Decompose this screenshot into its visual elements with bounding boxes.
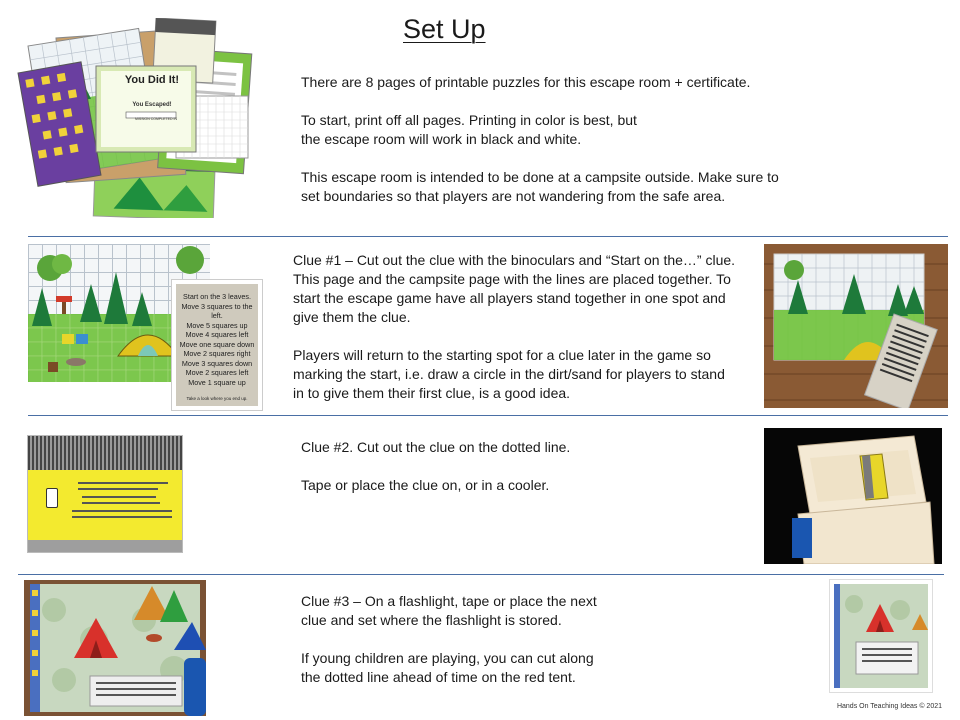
clue3-paragraph-2: If young children are playing, you can cut along the dotted line ahead of time on the red tent. [301,650,594,685]
certificate-title: You Did It! [124,74,180,86]
clue1-paragraph-2: Players will return to the starting spot for a clue later in the game so marking the start, i.e. draw a circle in the dirt/sand for players to stand in to give them their first clue, is a good idea. [293,347,725,401]
intro-paragraph-2: To start, print off all pages. Printing in color is best, but the escape room will work in black and white. [301,112,637,147]
copyright-credit: Hands On Teaching Ideas © 2021 [836,703,942,710]
section-divider [18,574,944,575]
flashlight-icon [46,488,58,508]
clue-card-directions: Start on the 3 leaves. Move 3 squares to the left. Move 5 squares up Move 4 squares left Move one square down Move 2 squares right Move 3 squares down Move 2 squares left Move 1 square up [179,292,255,387]
clue3-paragraph-1: Clue #3 – On a flashlight, tape or place the next clue and set where the flashlight is stored. [301,593,597,628]
section-divider [28,236,948,237]
intro-text [301,73,779,206]
page-title: Set Up [403,14,486,44]
puzzle-pages-collage [16,18,256,218]
cooler-clue-page [28,436,182,552]
section-divider [28,415,948,416]
clue3-text [301,592,597,687]
clue2-paragraph-1: Clue #2. Cut out the clue on the dotted line. [301,439,571,455]
clue1-photo [764,244,948,408]
red-tent-photo [830,580,932,692]
clue-card-footer: Take a look where you end up. [186,396,248,401]
clue2-paragraph-2: Tape or place the clue on, or in a cooler. [301,477,550,493]
clue1-text [293,251,735,403]
clue1-paragraph-1: Clue #1 – Cut out the clue with the binoculars and “Start on the…” clue. This page and the campsite page with the lines are placed together. To start the escape game have all players stand together in one spot and give them the clue. [293,252,736,325]
intro-paragraph-1: There are 8 pages of printable puzzles for this escape room + certificate. [301,74,751,90]
intro-paragraph-3: This escape room is intended to be done at a campsite outside. Make sure to set boundaries so that players are not wandering from the safe area. [301,169,779,204]
tent-map-photo [24,580,206,716]
clue2-text [301,438,570,495]
certificate-subtitle: You Escaped! [132,102,172,108]
start-on-clue-card [172,280,262,410]
cooler-photo [764,428,942,564]
certificate-mission-label: MISSION COMPLETED IN [134,117,177,121]
